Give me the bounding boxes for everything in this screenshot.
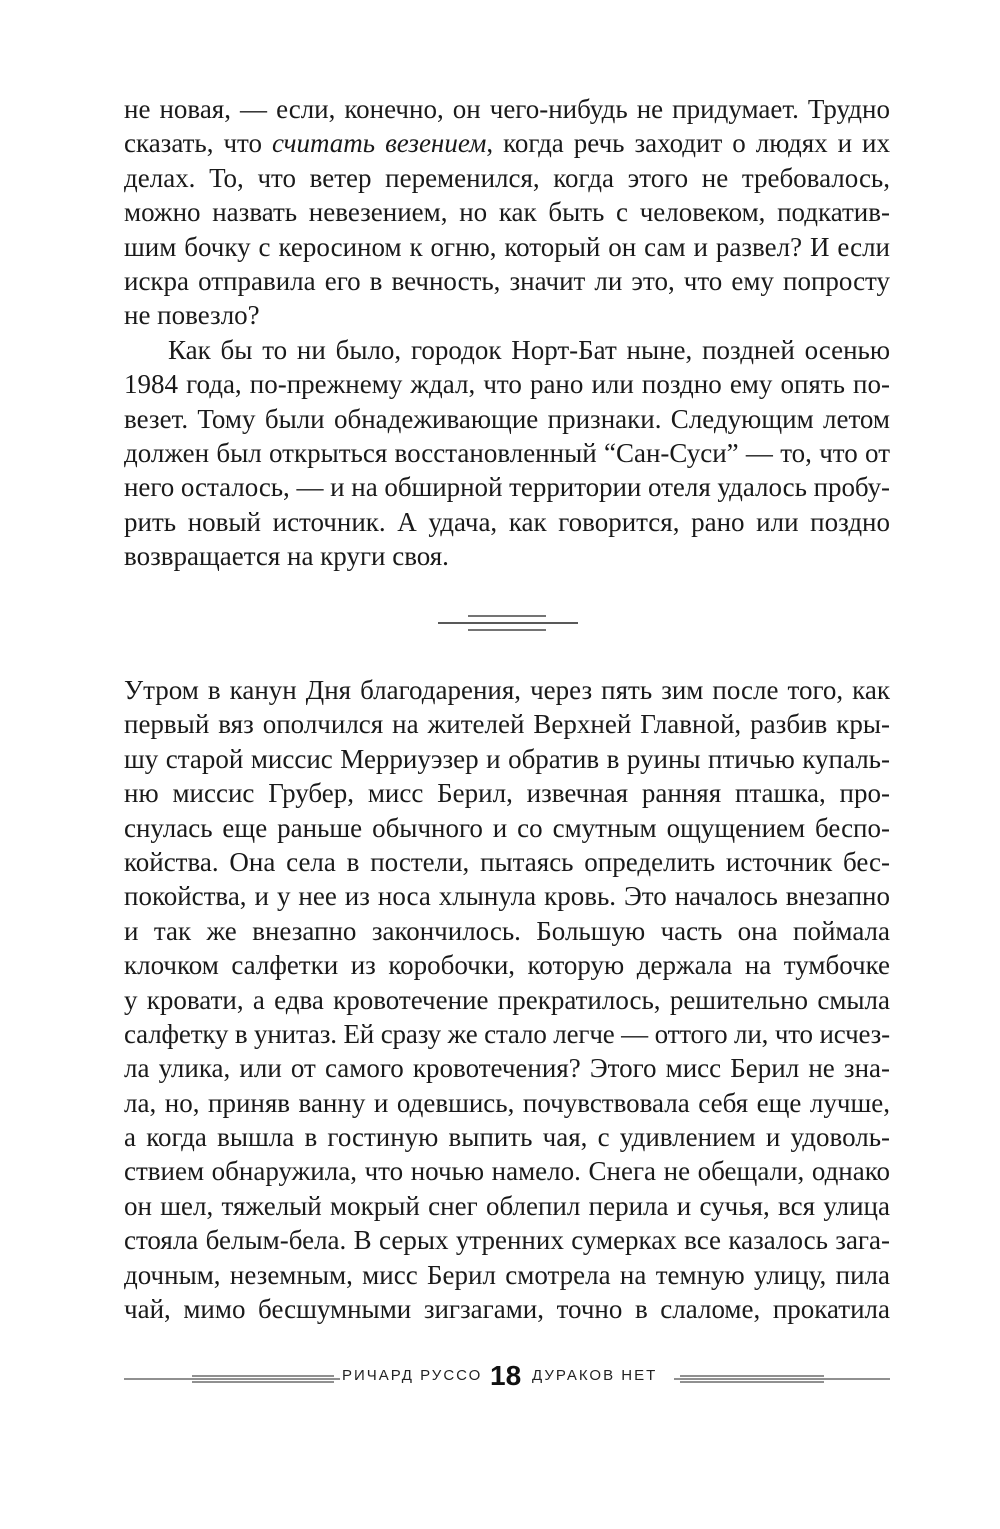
text-line: ла улика, или от самого кровотечения? Этого мисс Берил не зна-: [124, 1053, 890, 1084]
text-line: снулась еще раньше обычного и со смутным ощущением беспо-: [124, 812, 890, 843]
text-line: рить новый источник. А удача, как говорится, рано или поздно: [124, 506, 890, 537]
text-line: возвращается на круги своя.: [124, 541, 449, 572]
footer-author: РИЧАРД РУССО: [342, 1367, 483, 1384]
text-line-with-italic: [124, 126, 890, 160]
text-fragment: сказать, что: [124, 128, 272, 159]
text-line: 1984 года, по-прежнему ждал, что рано или поздно ему опять по-: [124, 369, 890, 400]
section-divider-ornament: [438, 613, 578, 633]
text-line: ла, но, приняв ванну и одевшись, почувствовала себя еще лучше,: [124, 1087, 890, 1118]
text-line: стояла белым-бела. В серых утренних сумерках все казалось зага-: [124, 1225, 890, 1256]
text-line: а когда вышла в гостиную выпить чая, с удивлением и удоволь-: [124, 1122, 890, 1153]
text-line: у кровати, а едва кровотечение прекратилось, решительно смыла: [124, 984, 890, 1015]
text-line: не повезло?: [124, 300, 260, 331]
text-line: везет. Тому были обнадеживающие признаки. Следующим летом: [124, 403, 890, 434]
text-line: чай, мимо бесшумными зигзагами, точно в слаломе, прокатила: [124, 1294, 890, 1325]
text-line: покойства, и у нее из носа хлынула кровь. Это началось внезапно: [124, 881, 890, 912]
text-block-top: [124, 92, 890, 573]
footer-rules-right: [674, 1375, 890, 1383]
text-line: койства. Она села в постели, пытаясь определить источник бес-: [124, 846, 890, 877]
paragraph: [124, 673, 890, 1326]
text-line: можно назвать невезением, но как быть с человеком, подкатив-: [124, 197, 890, 228]
footer-rules-left: [124, 1375, 340, 1383]
text-line: не новая, — если, конечно, он чего-нибудь не придумает. Трудно: [124, 94, 890, 124]
running-footer: [124, 1362, 890, 1392]
text-line: шим бочку с керосином к огню, который он сам и развел? И если: [124, 231, 890, 262]
text-line: он шел, тяжелый мокрый снег облепил перила и сучья, вся улица: [124, 1190, 890, 1221]
text-line: искра отправила его в вечность, значит ли это, что ему попросту: [124, 265, 890, 296]
text-line: ствием обнаружила, что ночью намело. Снега не обещали, однако: [124, 1156, 890, 1187]
text-line: салфетку в унитаз. Ей сразу же стало легче — оттого ли, что исчез-: [124, 1018, 890, 1049]
page-number: 18: [490, 1360, 522, 1391]
text-line-indented: Как бы то ни было, городок Норт-Бат ныне, поздней осенью: [168, 334, 890, 365]
text-fragment: , когда речь заходит о людях и их: [486, 128, 890, 159]
text-line: делах. То, что ветер переменился, когда этого не требовалось,: [124, 162, 890, 193]
text-line: шу старой миссис Мерриуэзер и обратив в руины птичью купаль-: [124, 743, 890, 774]
paragraph-continuation: [124, 92, 890, 333]
text-line: него осталось, — и на обширной территории отеля удалось пробу-: [124, 472, 890, 503]
text-line: должен был открыться восстановленный “Сан-Суси” — то, что от: [124, 437, 890, 468]
text-line: первый вяз ополчился на жителей Верхней Главной, разбив кры-: [124, 709, 890, 740]
paragraph: [124, 333, 890, 574]
text-line: Утром в канун Дня благодарения, через пять зим после того, как: [124, 675, 890, 705]
text-line: дочным, неземным, мисс Берил смотрела на темную улицу, пила: [124, 1259, 890, 1290]
text-block-bottom: [124, 673, 890, 1326]
text-line: и так же внезапно закончилось. Большую часть она поймала: [124, 915, 890, 946]
text-line: ню миссис Грубер, мисс Берил, извечная ранняя пташка, про-: [124, 778, 890, 809]
text-line: клочком салфетки из коробочки, которую держала на тумбочке: [124, 950, 890, 981]
italic-phrase: считать везением: [271, 128, 487, 159]
footer-book-title: ДУРАКОВ НЕТ: [532, 1367, 658, 1384]
